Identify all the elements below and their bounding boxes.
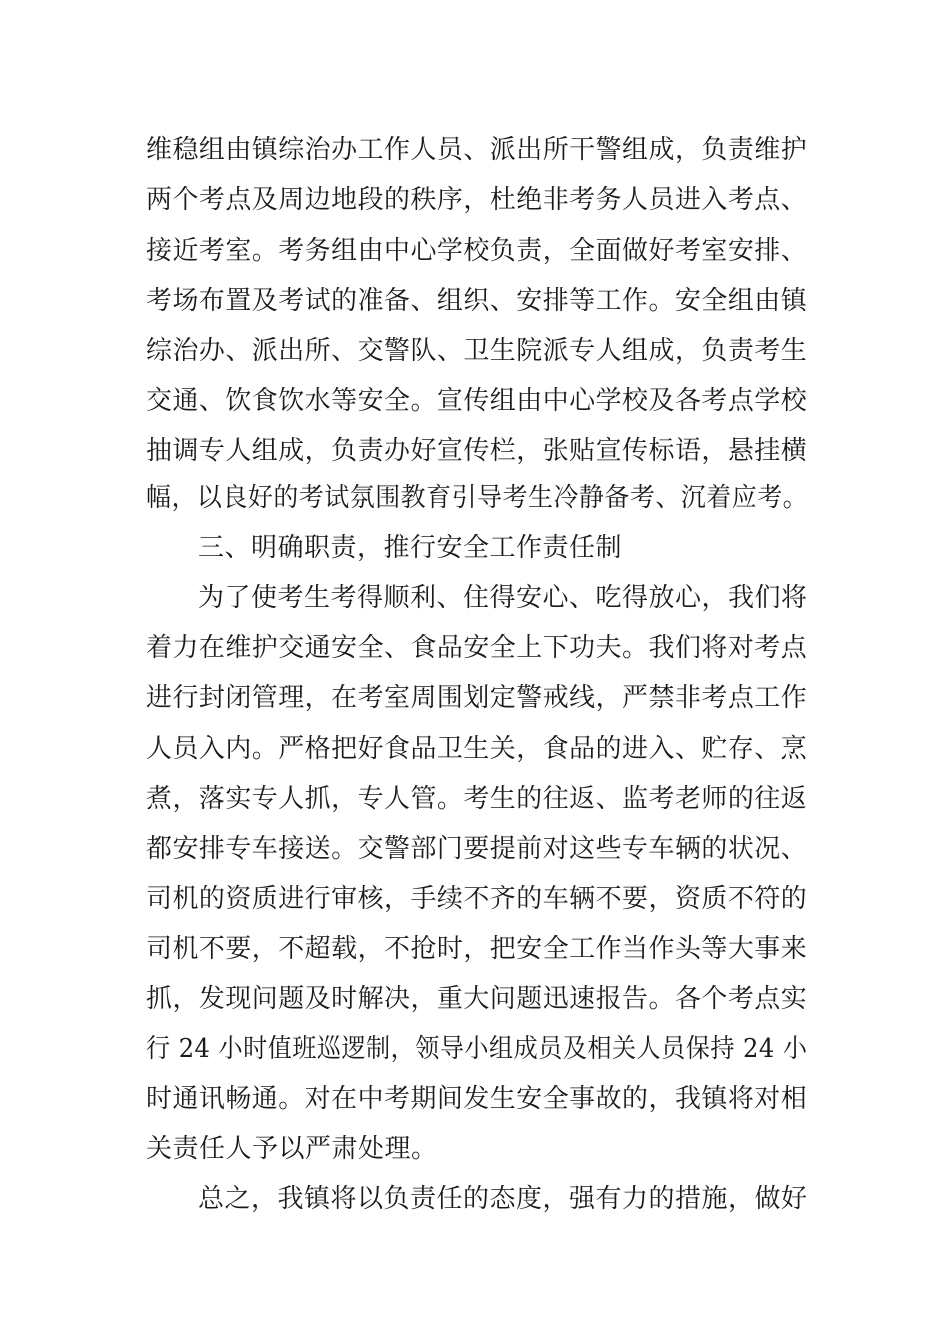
paragraph-line: 两个考点及周边地段的秩序，杜绝非考务人员进入考点、 [146, 185, 808, 215]
paragraph-line: 进行封闭管理，在考室周围划定警戒线，严禁非考点工作 [146, 683, 808, 713]
paragraph-line: 人员入内。严格把好食品卫生关，食品的进入、贮存、烹 [146, 734, 808, 764]
paragraph-line: 抓，发现问题及时解决，重大问题迅速报告。各个考点实 [146, 984, 808, 1014]
paragraph-line: 交通、饮食饮水等安全。宣传组由中心学校及各考点学校 [146, 386, 808, 416]
paragraph-line: 司机的资质进行审核，手续不齐的车辆不要，资质不符的 [146, 884, 808, 914]
paragraph-line: 为了使考生考得顺利、住得安心、吃得放心，我们将 [198, 583, 808, 613]
paragraph-line: 幅，以良好的考试氛围教育引导考生冷静备考、沉着应考。 [146, 483, 809, 513]
paragraph-line: 综治办、派出所、交警队、卫生院派专人组成，负责考生 [146, 336, 808, 366]
paragraph-line: 维稳组由镇综治办工作人员、派出所干警组成，负责维护 [146, 135, 808, 165]
paragraph-line: 抽调专人组成，负责办好宣传栏，张贴宣传标语，悬挂横 [146, 436, 808, 466]
paragraph-line: 着力在维护交通安全、食品安全上下功夫。我们将对考点 [146, 633, 808, 663]
paragraph-line: 时通讯畅通。对在中考期间发生安全事故的，我镇将对相 [146, 1084, 808, 1114]
paragraph-line: 都安排专车接送。交警部门要提前对这些专车辆的状况、 [146, 834, 808, 864]
paragraph-line: 总之，我镇将以负责任的态度，强有力的措施，做好 [198, 1184, 808, 1214]
paragraph-line: 行 24 小时值班巡逻制，领导小组成员及相关人员保持 24 小 [146, 1034, 808, 1064]
paragraph-line: 关责任人予以严肃处理。 [146, 1134, 438, 1164]
section-heading: 三、明确职责，推行安全工作责任制 [198, 533, 623, 563]
paragraph-line: 司机不要，不超载，不抢时，把安全工作当作头等大事来 [146, 934, 808, 964]
paragraph-line: 考场布置及考试的准备、组织、安排等工作。安全组由镇 [146, 286, 808, 316]
paragraph-line: 接近考室。考务组由中心学校负责，全面做好考室安排、 [146, 236, 808, 266]
paragraph-line: 煮，落实专人抓，专人管。考生的往返、监考老师的往返 [146, 784, 808, 814]
